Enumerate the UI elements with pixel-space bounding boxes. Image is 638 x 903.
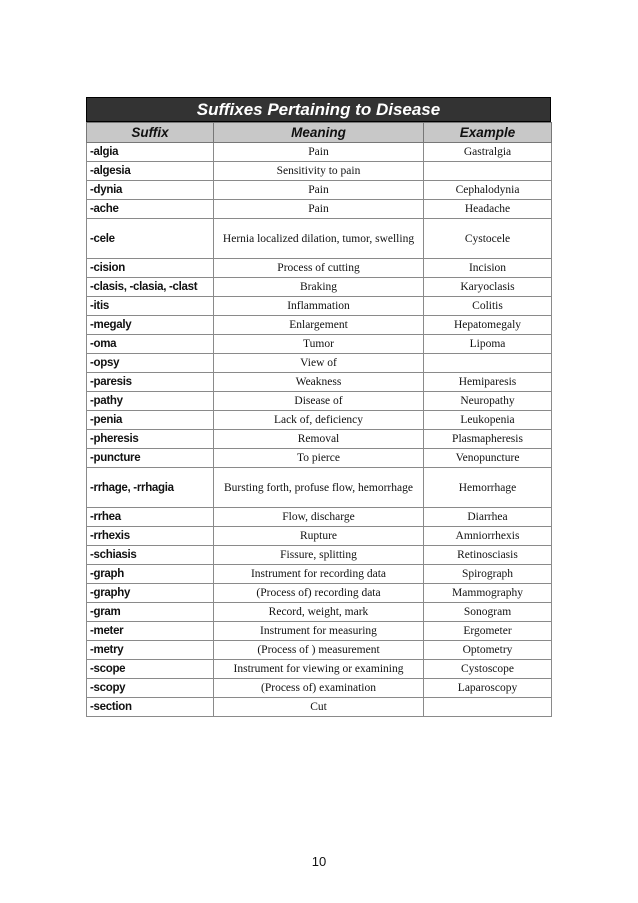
table-row (87, 373, 552, 392)
meaning-cell: Pain (214, 181, 424, 200)
meaning-cell: Bursting forth, profuse flow, hemorrhage (214, 468, 424, 508)
meaning-cell: Instrument for viewing or examining (214, 660, 424, 679)
example-cell: Incision (424, 259, 552, 278)
table-row (87, 335, 552, 354)
meaning-cell: Pain (214, 200, 424, 219)
page-number: 10 (311, 854, 327, 869)
suffix-cell: -ache (87, 200, 214, 219)
example-cell: Cephalodynia (424, 181, 552, 200)
suffix-cell: -pathy (87, 392, 214, 411)
table-row (87, 162, 552, 181)
table-row (87, 297, 552, 316)
suffix-cell: -opsy (87, 354, 214, 373)
suffix-cell: -scope (87, 660, 214, 679)
meaning-cell: Rupture (214, 527, 424, 546)
example-cell: Karyoclasis (424, 278, 552, 297)
example-cell: Sonogram (424, 603, 552, 622)
table-row (87, 603, 552, 622)
meaning-cell: Tumor (214, 335, 424, 354)
suffix-cell: -rrhea (87, 508, 214, 527)
table-row (87, 392, 552, 411)
suffix-cell: -itis (87, 297, 214, 316)
example-cell (424, 354, 552, 373)
meaning-cell: View of (214, 354, 424, 373)
table-row (87, 219, 552, 259)
meaning-cell: Instrument for measuring (214, 622, 424, 641)
example-cell: Amniorrhexis (424, 527, 552, 546)
example-cell: Cystoscope (424, 660, 552, 679)
example-cell: Cystocele (424, 219, 552, 259)
example-cell: Gastralgia (424, 143, 552, 162)
suffix-cell: -pheresis (87, 430, 214, 449)
example-cell (424, 162, 552, 181)
meaning-cell: Disease of (214, 392, 424, 411)
table-row (87, 278, 552, 297)
header-example: Example (424, 123, 552, 143)
table-row (87, 411, 552, 430)
suffix-grid (86, 122, 552, 717)
meaning-cell: Fissure, splitting (214, 546, 424, 565)
table-row (87, 316, 552, 335)
suffix-cell: -gram (87, 603, 214, 622)
example-cell: Plasmapheresis (424, 430, 552, 449)
meaning-cell: Cut (214, 698, 424, 717)
table-row (87, 622, 552, 641)
meaning-cell: (Process of) recording data (214, 584, 424, 603)
example-cell: Hemorrhage (424, 468, 552, 508)
example-cell: Hepatomegaly (424, 316, 552, 335)
meaning-cell: Instrument for recording data (214, 565, 424, 584)
example-cell: Hemiparesis (424, 373, 552, 392)
meaning-cell: (Process of) examination (214, 679, 424, 698)
table-row (87, 181, 552, 200)
example-cell: Laparoscopy (424, 679, 552, 698)
meaning-cell: Flow, discharge (214, 508, 424, 527)
meaning-cell: Pain (214, 143, 424, 162)
example-cell: Headache (424, 200, 552, 219)
example-cell: Diarrhea (424, 508, 552, 527)
example-cell: Mammography (424, 584, 552, 603)
suffix-cell: -oma (87, 335, 214, 354)
suffix-cell: -rrhage, -rrhagia (87, 468, 214, 508)
suffix-cell: -graph (87, 565, 214, 584)
suffix-cell: -puncture (87, 449, 214, 468)
suffix-cell: -rrhexis (87, 527, 214, 546)
example-cell: Spirograph (424, 565, 552, 584)
header-row (87, 123, 552, 143)
example-cell (424, 698, 552, 717)
table-row (87, 660, 552, 679)
table-row (87, 698, 552, 717)
suffix-cell: -algia (87, 143, 214, 162)
suffix-cell: -graphy (87, 584, 214, 603)
meaning-cell: Braking (214, 278, 424, 297)
example-cell: Retinosciasis (424, 546, 552, 565)
suffix-cell: -clasis, -clasia, -clast (87, 278, 214, 297)
meaning-cell: Process of cutting (214, 259, 424, 278)
suffix-cell: -paresis (87, 373, 214, 392)
table-row (87, 527, 552, 546)
meaning-cell: Removal (214, 430, 424, 449)
suffix-cell: -section (87, 698, 214, 717)
suffix-cell: -cision (87, 259, 214, 278)
suffix-cell: -schiasis (87, 546, 214, 565)
meaning-cell: To pierce (214, 449, 424, 468)
table-row (87, 430, 552, 449)
table-row (87, 468, 552, 508)
table-row (87, 641, 552, 660)
table-row (87, 584, 552, 603)
table-title: Suffixes Pertaining to Disease (86, 97, 551, 122)
meaning-cell: Lack of, deficiency (214, 411, 424, 430)
table-row (87, 449, 552, 468)
suffix-cell: -dynia (87, 181, 214, 200)
table-row (87, 565, 552, 584)
suffix-table (86, 97, 551, 717)
header-meaning: Meaning (214, 123, 424, 143)
example-cell: Neuropathy (424, 392, 552, 411)
table-row (87, 508, 552, 527)
meaning-cell: (Process of ) measurement (214, 641, 424, 660)
example-cell: Colitis (424, 297, 552, 316)
table-row (87, 546, 552, 565)
meaning-cell: Enlargement (214, 316, 424, 335)
meaning-cell: Record, weight, mark (214, 603, 424, 622)
suffix-cell: -megaly (87, 316, 214, 335)
table-row (87, 143, 552, 162)
table-row (87, 200, 552, 219)
meaning-cell: Inflammation (214, 297, 424, 316)
suffix-cell: -scopy (87, 679, 214, 698)
table-row (87, 679, 552, 698)
meaning-cell: Weakness (214, 373, 424, 392)
example-cell: Ergometer (424, 622, 552, 641)
example-cell: Optometry (424, 641, 552, 660)
table-row (87, 259, 552, 278)
suffix-cell: -cele (87, 219, 214, 259)
example-cell: Venopuncture (424, 449, 552, 468)
suffix-cell: -metry (87, 641, 214, 660)
meaning-cell: Hernia localized dilation, tumor, swelling (214, 219, 424, 259)
header-suffix: Suffix (87, 123, 214, 143)
suffix-cell: -algesia (87, 162, 214, 181)
suffix-cell: -penia (87, 411, 214, 430)
example-cell: Lipoma (424, 335, 552, 354)
meaning-cell: Sensitivity to pain (214, 162, 424, 181)
table-row (87, 354, 552, 373)
example-cell: Leukopenia (424, 411, 552, 430)
suffix-cell: -meter (87, 622, 214, 641)
